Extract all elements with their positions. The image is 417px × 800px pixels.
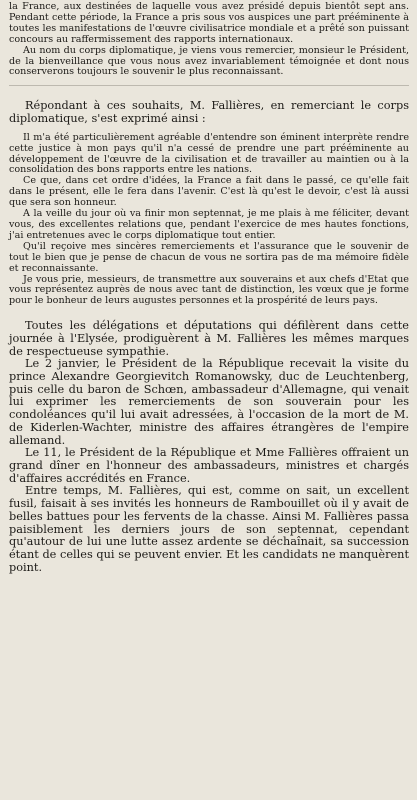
paragraph: Ce que, dans cet ordre d'idées, la France a fait dans le passé, ce qu'elle fait dans le présent, elle le fera dans l'avenir. C'est là qu'est le devoir, c'est là aussi que sera son honneur.: [9, 175, 409, 209]
paragraph: Répondant à ces souhaits, M. Fallières, en remerciant le corps diplomatique, s'est exprimé ainsi :: [9, 99, 409, 126]
paragraph: la France, aux destinées de laquelle vous avez présidé depuis bientôt sept ans. Pendant cette période, la France a pris sous vos auspices une part prééminente à toutes les manifestations de l'œuvre civilisatrice mondiale et a prêté son puissant concours au raffermissement des rapports internationaux.: [9, 1, 409, 45]
section-divider: [9, 85, 409, 86]
paragraph: Je vous prie, messieurs, de transmettre aux souverains et aux chefs d'Etat que vous représentez auprès de nous avec tant de distinction, les vœux que je forme pour le bonheur de leurs augustes personnes et la prospérité de leurs pays.: [9, 273, 409, 307]
speech-excerpt-diplomatic-corps: [9, 2, 409, 78]
paragraph: Le 2 janvier, le Président de la République recevait la visite du prince Alexandre Georgievitch Romanowsky, duc de Leuchtenberg, puis celle du baron de Schœn, ambassadeur d'Allemagne, qui venait lui exprimer les remerciements de son souverain pour les condoléances qu'il lui avait adressées, à l'occasion de la mort de M. de Kiderlen-Wachter, ministre des affaires étrangères de l'empire allemand.: [9, 357, 409, 447]
narrative-intro: [9, 100, 409, 125]
narrative-events: [9, 320, 409, 574]
paragraph: Il m'a été particulièrement agréable d'entendre son éminent interprète rendre cette justice à mon pays qu'il n'a cessé de prendre une part prééminente au développement de l'œuvre de la civilisation et de travailler au maintien ou à la consolidation des bons rapports entre les nations.: [9, 131, 409, 176]
paragraph: Entre temps, M. Fallières, qui est, comme on sait, un excellent fusil, faisait à ses invités les honneurs de Rambouillet où il y avait de belles battues pour les fervents de la chasse. Ainsi M. Fallières passa paisiblement les derniers jours de son septennat, cependant qu'autour de lui une lutte assez ardente se déchaînait, sa succession étant de celles qui se peuvent envier. Et les candidats ne manquèrent point.: [9, 484, 409, 574]
paragraph: Au nom du corps diplomatique, je viens vous remercier, monsieur le Président, de la bienveillance que vous nous avez invariablement témoignée et dont nous conserverons toujours le souvenir le plus reconnaissant.: [9, 44, 409, 78]
paragraph: A la veille du jour où va finir mon septennat, je me plais à me féliciter, devant vous, des excellentes relations que, pendant l'exercice de mes hautes fonctions, j'ai entretenues avec le corps diplomatique tout entier.: [9, 208, 409, 241]
paragraph: Qu'il reçoive mes sincères remerciements et l'assurance que le souvenir de tout le bien que je pense de chacun de vous ne sortira pas de ma mémoire fidèle et reconnaissante.: [9, 240, 409, 274]
paragraph: Le 11, le Président de la République et Mme Fallières offraient un grand dîner en l'honneur des ambassadeurs, ministres et chargés d'affaires accrédités en France.: [9, 446, 409, 485]
paragraph: Toutes les délégations et députations qui défilèrent dans cette journée à l'Elysée, prodiguèrent à M. Fallières les mêmes marques de respectueuse sympathie.: [9, 319, 409, 358]
speech-excerpt-fallieres: [9, 133, 409, 308]
